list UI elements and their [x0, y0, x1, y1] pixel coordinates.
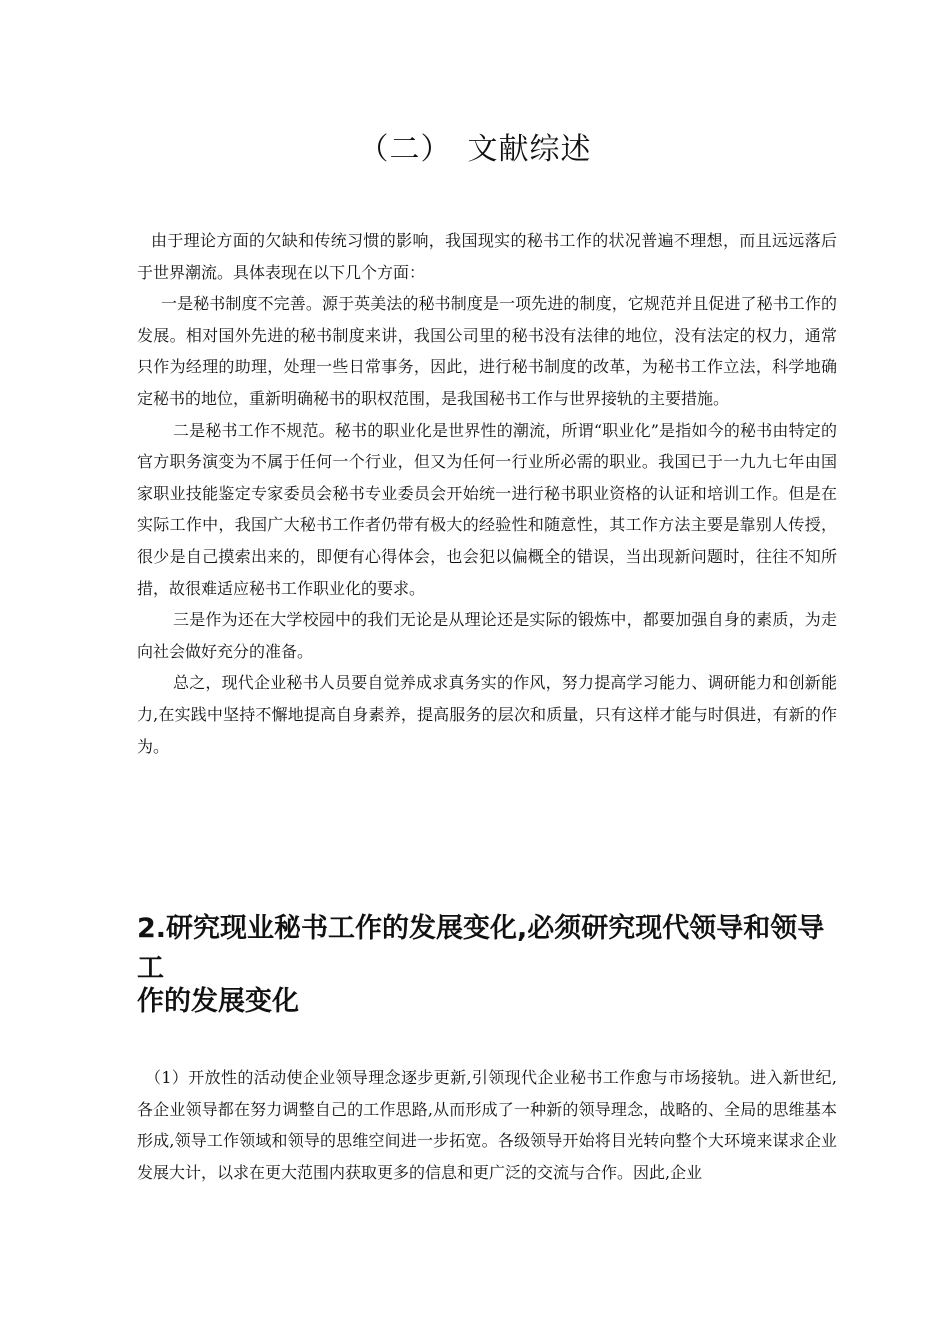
point-two-paragraph: 二是秘书工作不规范。秘书的职业化是世界性的潮流，所谓“职业化”是指如今的秘书由特定的官方职务演变为不属于任何一个行业，但又为任何一行业所必需的职业。我国已于一九九七年由国家职业技能鉴定专家委员会秘书专业委员会开始统一进行秘书职业资格的认证和培训工作。但是在实际工作中，我国广大秘书工作者仍带有极大的经验性和随意性，其工作方法主要是靠别人传授，很少是自己摸索出来的，即便有心得体会，也会犯以偏概全的错误，当出现新问题时，往往不知所措，故很难适应秘书工作职业化的要求。: [137, 420, 837, 598]
literature-review-body: [137, 225, 837, 762]
summary-paragraph: 总之，现代企业秘书人员要自觉养成求真务实的作风，努力提高学习能力、调研能力和创新能力,在实践中坚持不懈地提高自身素养，提高服务的层次和质量，只有这样才能与时俱进，有新的作为。: [137, 673, 837, 756]
point-one-paragraph: 一是秘书制度不完善。源于英美法的秘书制度是一项先进的制度，它规范并且促进了秘书工作的发展。相对国外先进的秘书制度来讲，我国公司里的秘书没有法律的地位，没有法定的权力，通常只作为经理的助理，处理一些日常事务，因此，进行秘书制度的改革，为秘书工作立法，科学地确定秘书的地位，重新明确秘书的职权范围，是我国秘书工作与世界接轨的主要措施。: [137, 294, 837, 408]
section-two-paragraph: （1）开放性的活动使企业领导理念逐步更新,引领现代企业秘书工作愈与市场接轨。进入新世纪,各企业领导都在努力调整自己的工作思路,从而形成了一种新的领导理念，战略的、全局的思维基本形成,领导工作领域和领导的思维空间进一步拓宽。各级领导开始将目光转向整个大环境来谋求企业发展大计，以求在更大范围内获取更多的信息和更广泛的交流与合作。因此,企业: [137, 1068, 837, 1182]
section-heading-line-1: 2.研究现业秘书工作的发展变化,必须研究现代领导和领导工: [137, 913, 825, 984]
point-three-paragraph: 三是作为还在大学校园中的我们无论是从理论还是实际的锻炼中，都要加强自身的素质，为走向社会做好充分的准备。: [137, 610, 837, 661]
section-heading-line-2: 作的发展变化: [137, 986, 299, 1017]
section-two-body: [137, 1062, 837, 1188]
intro-paragraph: 由于理论方面的欠缺和传统习惯的影响，我国现实的秘书工作的状况普遍不理想，而且远远落后于世界潮流。具体表现在以下几个方面：: [137, 231, 837, 282]
section-title: （二） 文献综述: [358, 132, 592, 167]
